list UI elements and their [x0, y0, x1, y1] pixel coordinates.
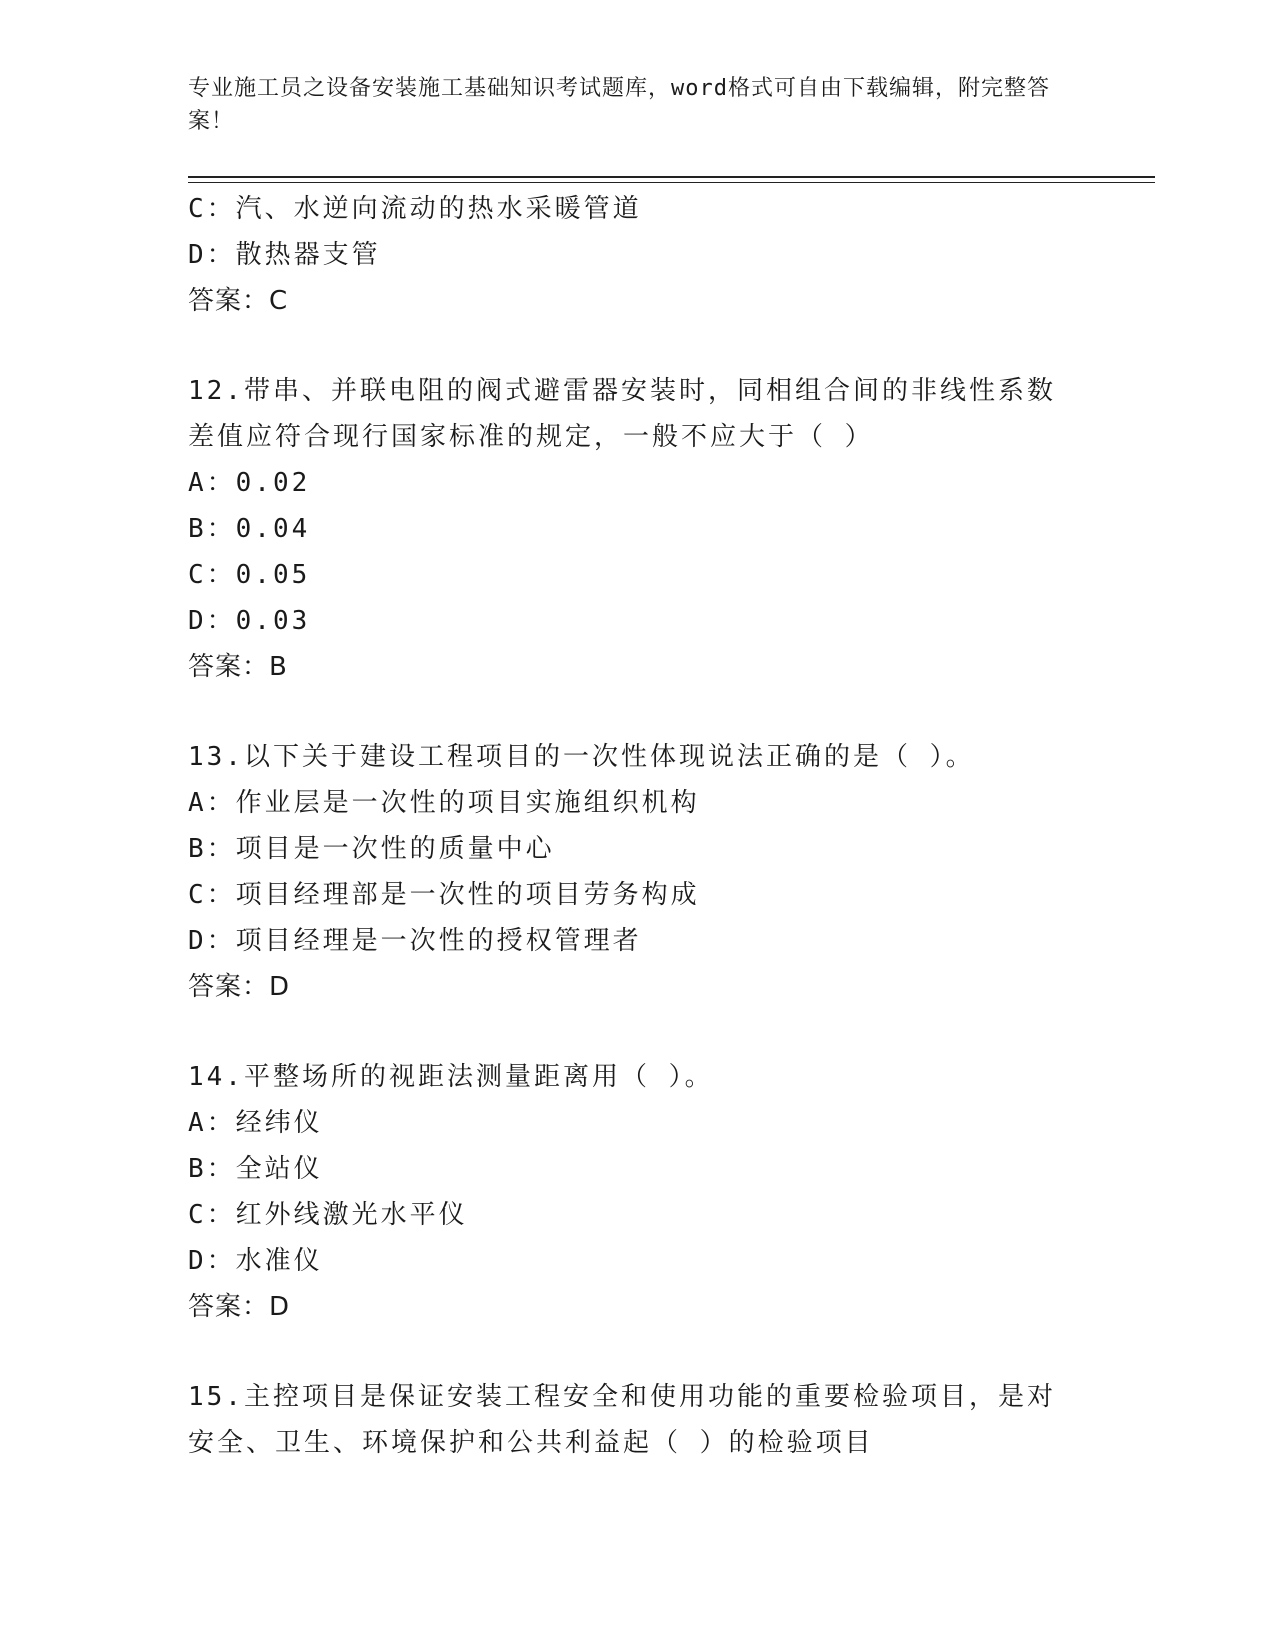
question-14 — [188, 1054, 1088, 1330]
option-c: C：红外线激光水平仪 — [188, 1200, 468, 1230]
option-c: C：项目经理部是一次性的项目劳务构成 — [188, 880, 700, 910]
option-a: A：作业层是一次性的项目实施组织机构 — [188, 788, 700, 818]
document-header: 专业施工员之设备安装施工基础知识考试题库，word格式可自由下载编辑，附完整答案！ — [188, 76, 1050, 134]
option-b: B：0.04 — [188, 514, 311, 544]
option-d: D：0.03 — [188, 606, 311, 636]
question-12 — [188, 368, 1088, 690]
option-b: B：全站仪 — [188, 1154, 323, 1184]
carryover-question — [188, 186, 1088, 324]
question-13 — [188, 734, 1088, 1010]
answer-line: 答案：D — [188, 972, 291, 1002]
option-d: D：散热器支管 — [188, 240, 381, 270]
question-stem: 14.平整场所的视距法测量距离用（ ）。 — [188, 1062, 714, 1092]
option-b: B：项目是一次性的质量中心 — [188, 834, 555, 864]
answer-line: 答案：C — [188, 286, 289, 316]
option-a: A：0.02 — [188, 468, 311, 498]
question-stem: 12.带串、并联电阻的阀式避雷器安装时，同相组合间的非线性系数差值应符合现行国家标准的规定，一般不应大于（ ） — [188, 376, 1056, 452]
option-c: C：0.05 — [188, 560, 311, 590]
option-a: A：经纬仪 — [188, 1108, 323, 1138]
question-15 — [188, 1374, 1088, 1466]
answer-line: 答案：B — [188, 652, 288, 682]
option-c: C：汽、水逆向流动的热水采暖管道 — [188, 194, 642, 224]
question-content — [188, 186, 1088, 1466]
answer-line: 答案：D — [188, 1292, 291, 1322]
header-divider-thin — [188, 182, 1155, 183]
header-divider-thick — [188, 176, 1155, 178]
option-d: D：项目经理是一次性的授权管理者 — [188, 926, 642, 956]
question-stem: 15.主控项目是保证安装工程安全和使用功能的重要检验项目，是对安全、卫生、环境保护和公共利益起（ ）的检验项目 — [188, 1382, 1056, 1458]
option-d: D：水准仪 — [188, 1246, 323, 1276]
question-stem: 13.以下关于建设工程项目的一次性体现说法正确的是（ ）。 — [188, 742, 975, 772]
